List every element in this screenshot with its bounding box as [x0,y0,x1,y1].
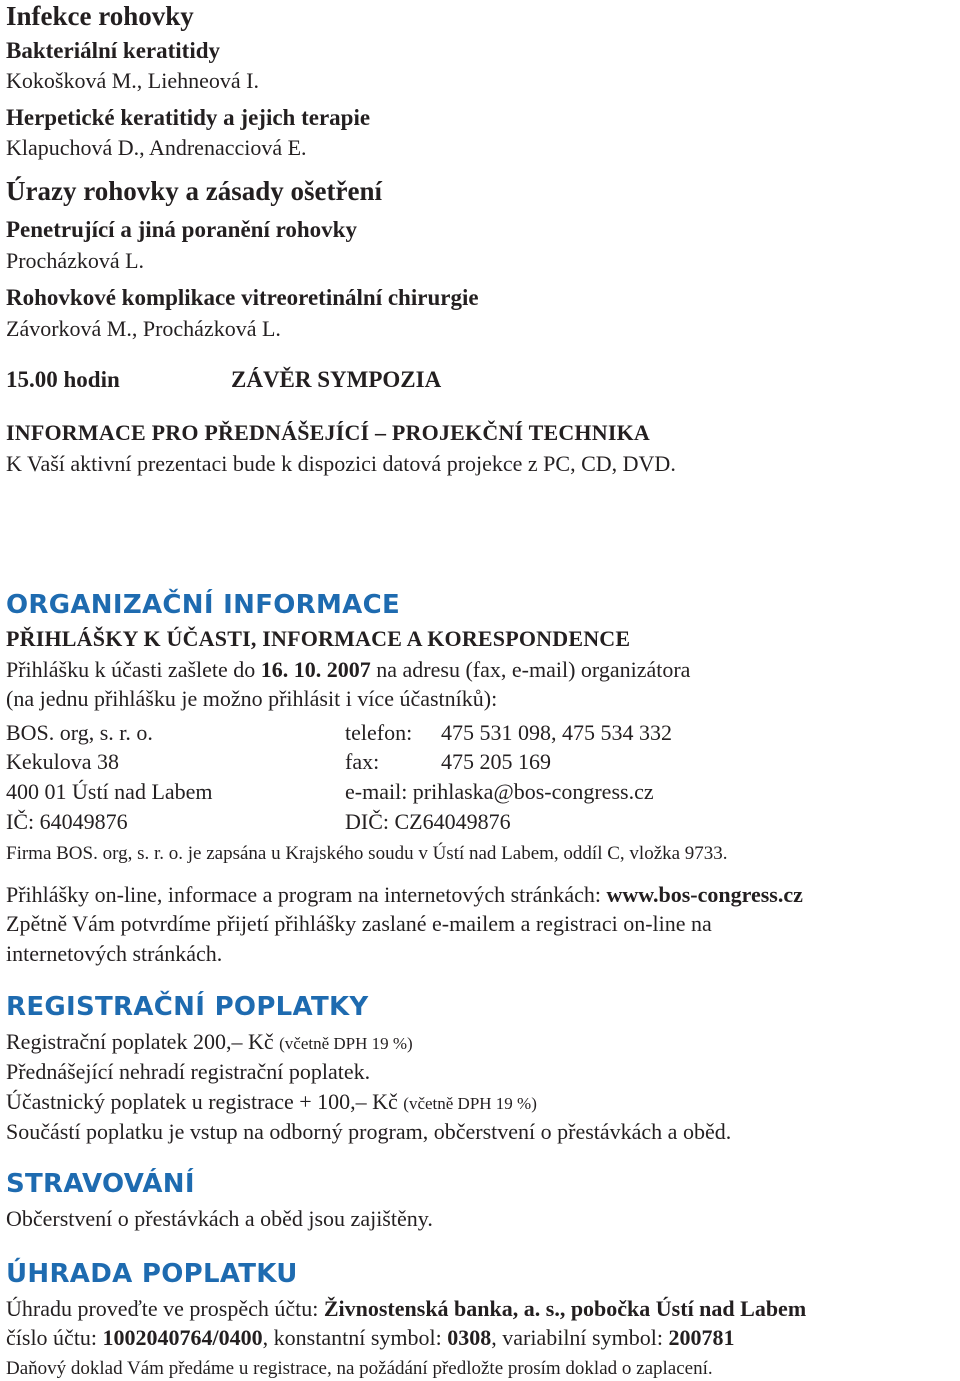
talk-title: Bakteriální keratitidy [6,38,221,63]
confirm-line: internetových stránkách. [6,941,223,966]
talk-title: Rohovkové komplikace vitreoretinální chirurgie [6,285,479,310]
company-registration: Firma BOS. org, s. r. o. je zapsána u Krajského soudu v Ústí nad Labem, oddíl C, vložka 9733. [6,843,728,864]
talk-authors: Závorková M., Procházková L. [6,316,281,341]
phone-label: telefon: [345,720,413,745]
talk-authors: Kokošková M., Liehneová I. [6,68,259,93]
section-title-urazy: Úrazy rohovky a zásady ošetření [6,176,382,206]
registration-subheading: PŘIHLÁŠKY K ÚČASTI, INFORMACE A KORESPONDENCE [6,626,631,651]
fee-line: Účastnický poplatek u registrace + 100,– Kč (včetně DPH 19 %) [6,1089,537,1114]
address-city: 400 01 Ústí nad Labem [6,779,213,804]
talk-authors: Klapuchová D., Andrenacciová E. [6,135,307,160]
food-text: Občerstvení o přestávkách a oběd jsou zajištěny. [6,1206,433,1231]
deadline-date: 16. 10. 2007 [260,657,371,682]
payment-heading: ÚHRADA POPLATKU [6,1259,298,1289]
fee-line: Přednášející nehradí registrační poplatek. [6,1059,371,1084]
talk-title: Penetrující a jiná poranění rohovky [6,217,357,242]
talk-title: Herpetické keratitidy a jejich terapie [6,105,371,130]
fee-line: Součástí poplatku je vstup na odborný program, občerstvení o přestávkách a oběd. [6,1119,732,1144]
talk-authors: Procházková L. [6,248,145,273]
schedule-time: 15.00 hodin [6,367,120,392]
closing-label: ZÁVĚR SYMPOZIA [231,367,442,392]
fax-label: fax: [345,749,380,774]
vat-id: DIČ: CZ64049876 [345,809,511,834]
fees-heading: REGISTRAČNÍ POPLATKY [6,992,369,1022]
section-title-infekce: Infekce rohovky [6,1,194,31]
fee-line: Registrační poplatek 200,– Kč (včetně DPH 19 %) [6,1029,413,1054]
speaker-info-text: K Vaší aktivní prezentaci bude k dispozici datová projekce z PC, CD, DVD. [6,451,676,476]
company-id: IČ: 64049876 [6,809,128,834]
phone-value: 475 531 098, 475 534 332 [441,720,672,745]
deadline-note: (na jednu přihlášku je možno přihlásit i více účastníků): [6,686,498,711]
org-heading: ORGANIZAČNÍ INFORMACE [6,590,401,620]
speaker-info-heading: INFORMACE PRO PŘEDNÁŠEJÍCÍ – PROJEKČNÍ TECHNIKA [6,420,650,445]
tax-invoice-note: Daňový doklad Vám předáme u registrace, na požádání předložte prosím doklad o zaplacení. [6,1358,713,1379]
confirm-line: Zpětně Vám potvrdíme přijetí přihlášky zaslané e-mailem a registraci on-line na [6,911,712,936]
payment-line: číslo účtu: 1002040764/0400, konstantní symbol: 0308, variabilní symbol: 200781 [6,1325,735,1350]
online-line: Přihlášky on-line, informace a program na internetových stránkách: www.bos-congress.cz [6,882,803,907]
address-company: BOS. org, s. r. o. [6,720,153,745]
website-link[interactable]: www.bos-congress.cz [606,882,803,907]
fax-value: 475 205 169 [441,749,551,774]
payment-line: Úhradu proveďte ve prospěch účtu: Živnostenská banka, a. s., pobočka Ústí nad Labem [6,1296,807,1321]
deadline-line: Přihlášku k účasti zašlete do 16. 10. 2007 na adresu (fax, e-mail) organizátora [6,657,691,682]
email-line: e-mail: prihlaska@bos-congress.cz [345,779,654,804]
food-heading: STRAVOVÁNÍ [6,1169,195,1199]
address-street: Kekulova 38 [6,749,120,774]
